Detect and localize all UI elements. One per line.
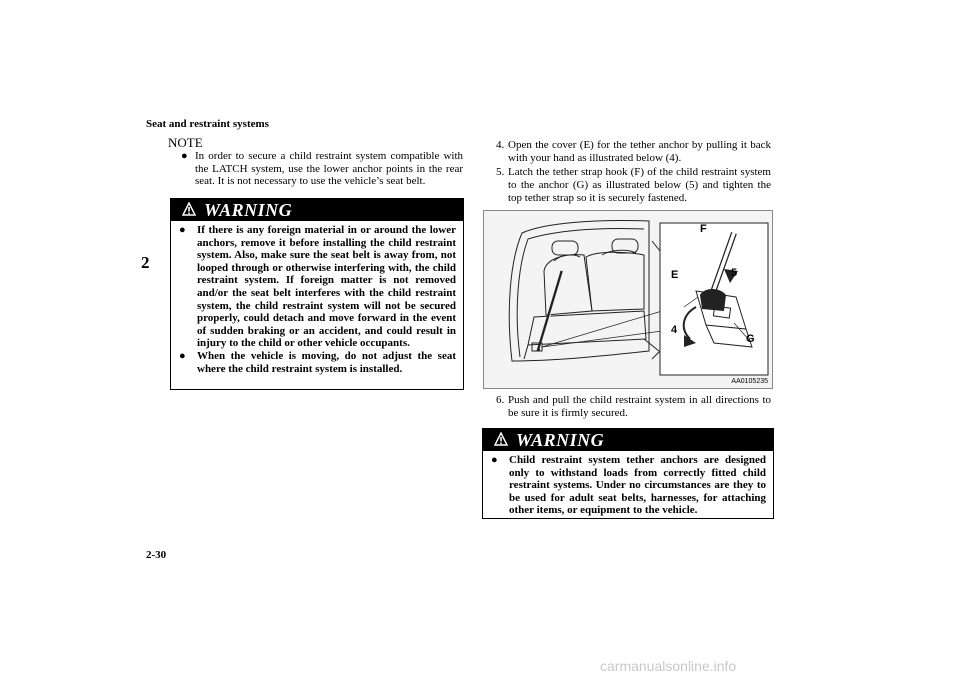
- warning-item: [171, 350, 456, 375]
- bullet-icon: ●: [491, 454, 498, 466]
- bullet-icon: ●: [181, 150, 188, 162]
- step-text: Open the cover (E) for the tether anchor by pulling it back with your hand as illustrated below (4).: [508, 139, 771, 164]
- tether-anchor-illustration: [483, 210, 773, 389]
- step-number: 4.: [496, 139, 505, 151]
- warning-title: WARNING: [516, 430, 605, 450]
- page-header-title: Seat and restraint systems: [146, 118, 269, 130]
- warning-triangle-icon: [182, 202, 196, 216]
- warning-header: [483, 429, 773, 451]
- chapter-tab: 2: [141, 253, 150, 272]
- label-F: F: [700, 223, 707, 235]
- step-5: [496, 166, 771, 204]
- warning-item: [483, 454, 766, 517]
- warning-header: [171, 199, 463, 221]
- step-number: 5.: [496, 166, 505, 178]
- step-number: 6.: [496, 394, 505, 406]
- warning-item-text: If there is any foreign material in or around the lower anchors, remove it before installing the child restraint system. Also, make sure the seat belt is away from, not looped through or otherwise interfering with, the child restraint system. If foreign matter is not removed and/or the seat belt interferes with the child restraint system, the child restraint system will not be secured properly, could detach and move forward in the event of sudden braking or an accident, and could result in injury to the child or other vehicle occupants.: [197, 224, 456, 350]
- bullet-icon: ●: [179, 349, 186, 362]
- step-text: Latch the tether strap hook (F) of the child restraint system to the anchor (G) as illustrated below (5) and tighten the top tether strap so it is securely fastened.: [508, 166, 771, 204]
- page-number: 2-30: [146, 549, 167, 561]
- warning-title: WARNING: [204, 200, 293, 220]
- note-text: In order to secure a child restraint system compatible with the LATCH system, use the lower anchor points in the rear seat. It is not necessary to use the vehicle’s seat belt.: [195, 150, 463, 188]
- label-G: G: [746, 333, 755, 345]
- label-E: E: [671, 269, 679, 281]
- bullet-icon: ●: [179, 224, 186, 236]
- step-4: [496, 139, 771, 165]
- warning-item-text: Child restraint system tether anchors are designed only to withstand loads from correctly fitted child restraint systems. Under no circumstances are they to be used for adult seat belts, harnesses, for attaching other items, or equipment to the vehicle.: [509, 454, 766, 517]
- note-label: NOTE: [168, 135, 203, 150]
- illustration-code: AA0105235: [731, 378, 768, 385]
- warning-box: [170, 198, 464, 390]
- warning-item-text: When the vehicle is moving, do not adjust the seat where the child restraint system is installed.: [197, 349, 456, 375]
- warning-item: [171, 224, 456, 350]
- step-6: [496, 394, 771, 420]
- label-4: 4: [671, 324, 678, 336]
- footer-watermark[interactable]: carmanualsonline.info: [600, 658, 737, 674]
- step-text: Push and pull the child restraint system in all directions to be sure it is firmly secured.: [508, 394, 771, 419]
- warning-box: [482, 428, 774, 519]
- cargo-area-drawing: [484, 211, 772, 388]
- warning-triangle-icon: [494, 432, 508, 446]
- label-5: 5: [731, 267, 738, 279]
